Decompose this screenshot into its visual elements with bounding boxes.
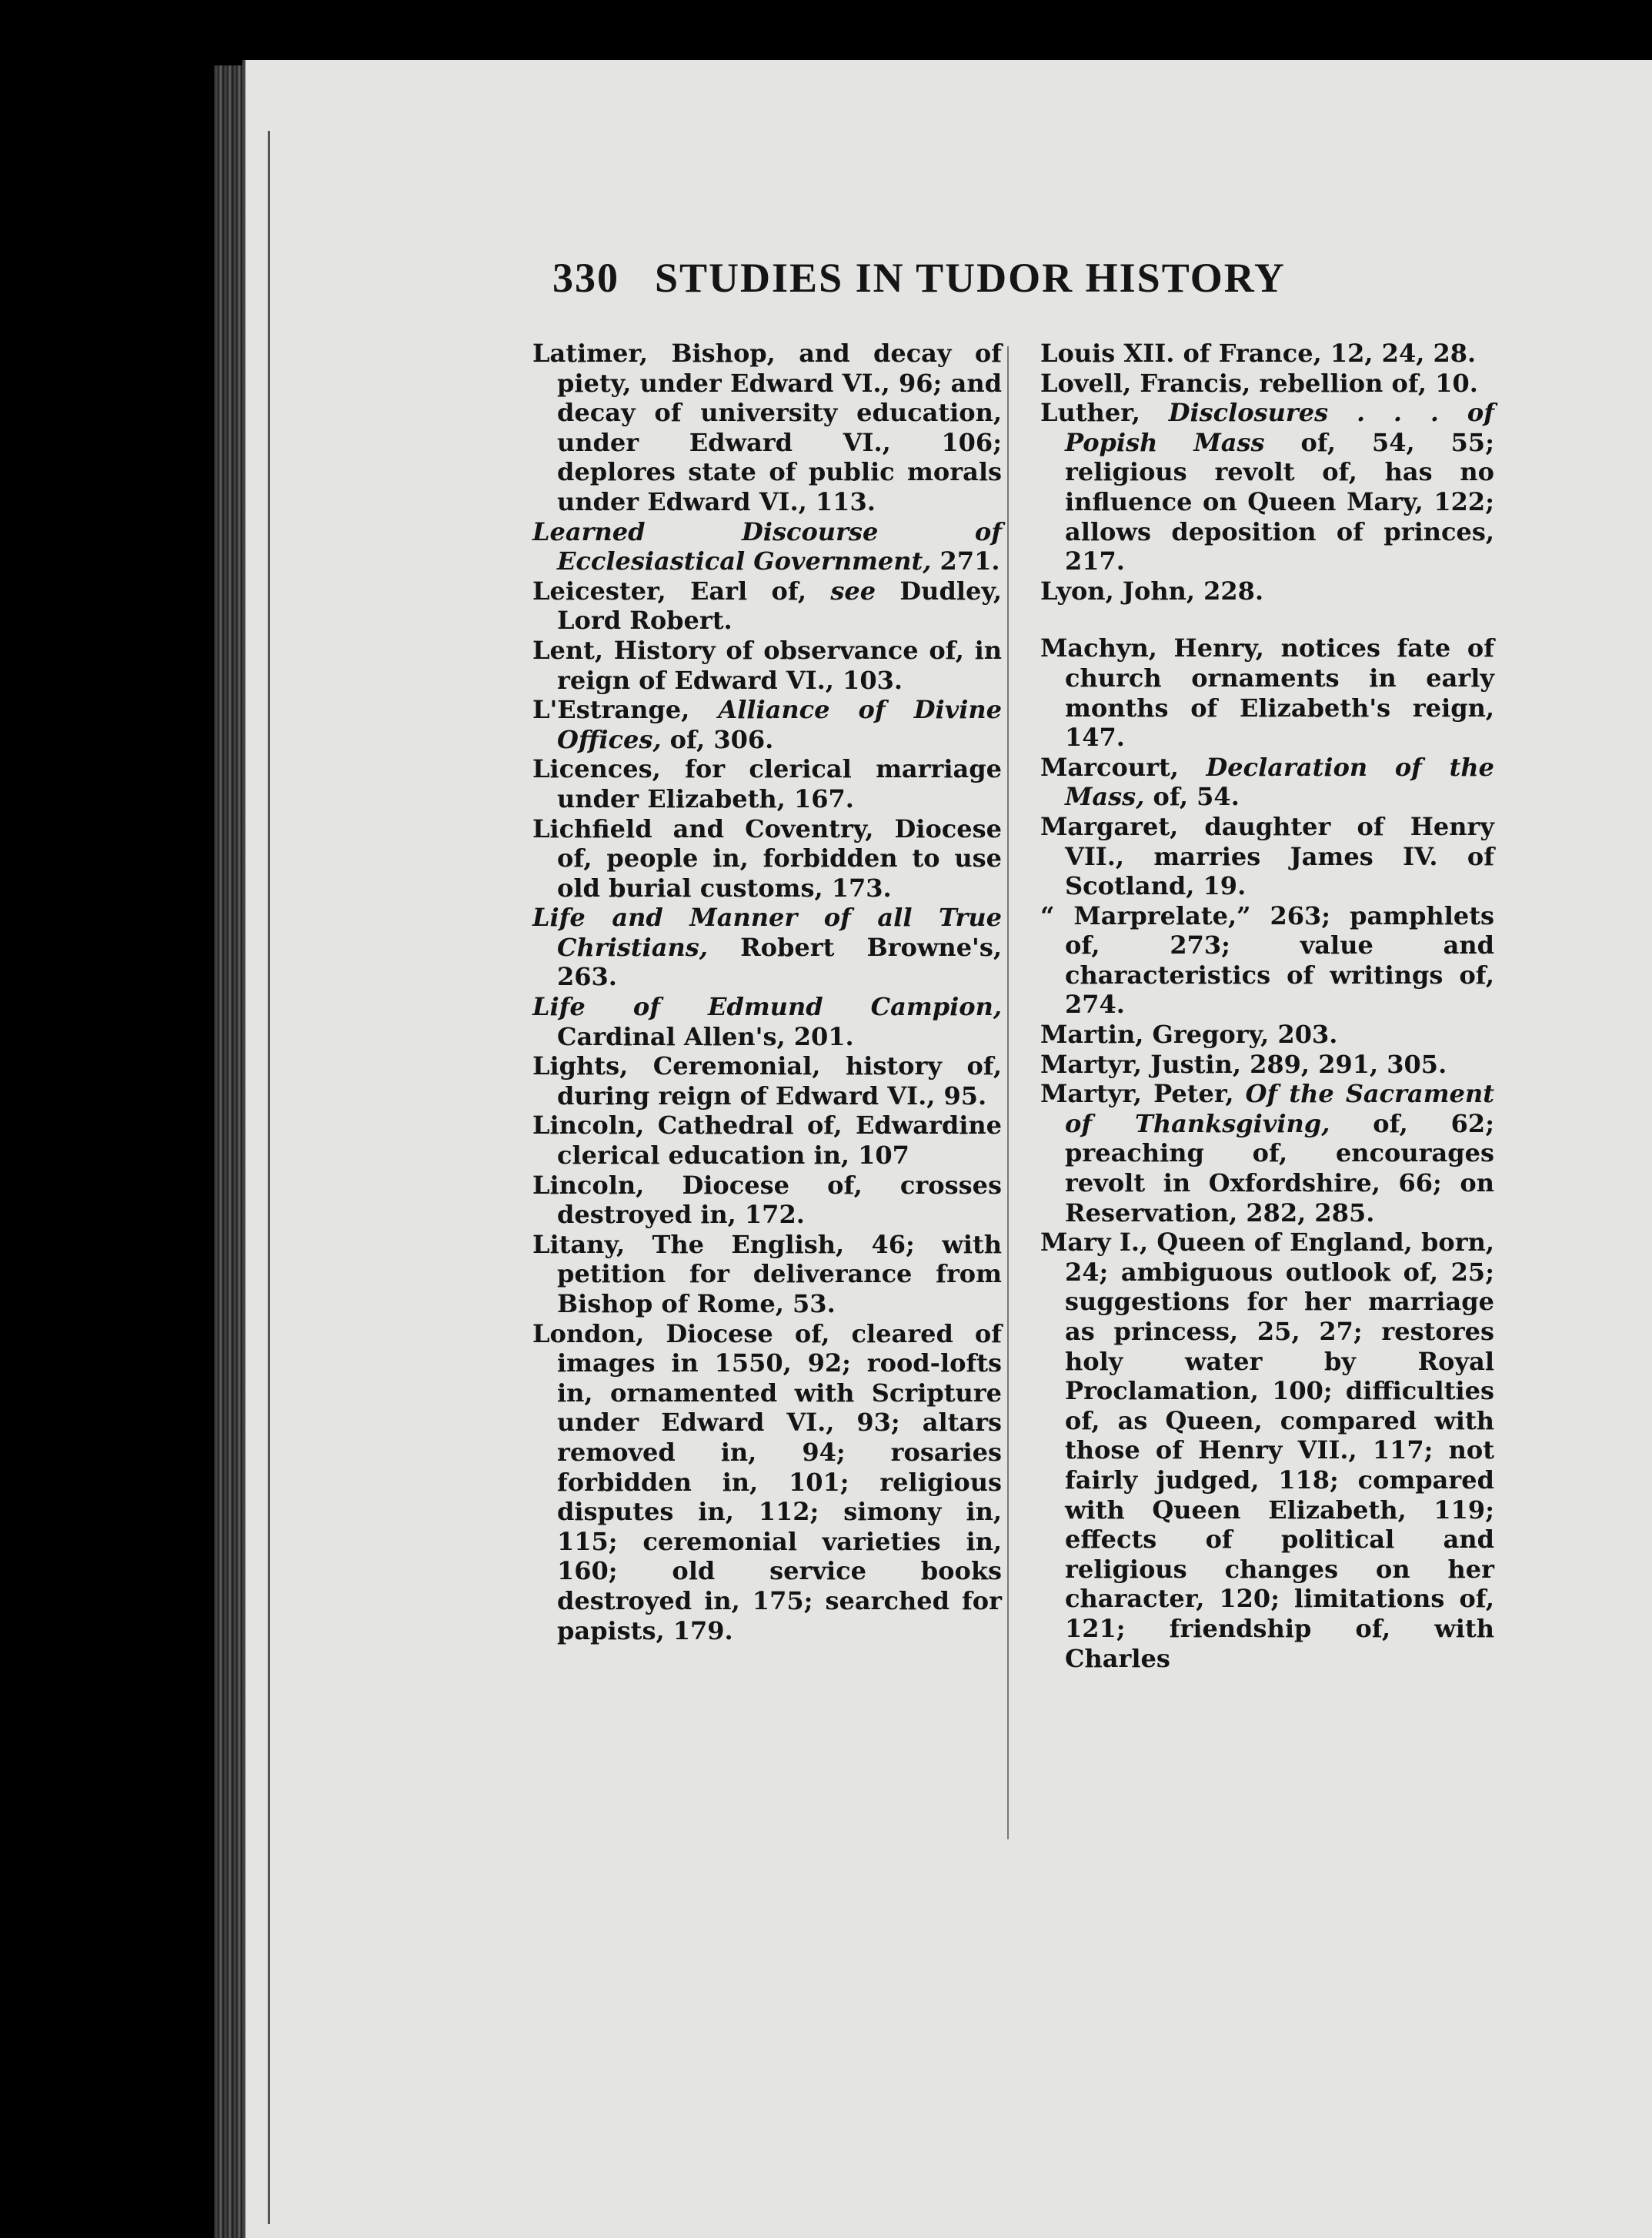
index-entry-text: Litany, The English, 46; with petition for deliverance from Bishop of Rome, 53. bbox=[532, 1229, 1002, 1318]
index-entry bbox=[532, 814, 1002, 904]
index-entry-text: Lent, History of observance of, in reign of Edward VI., 103. bbox=[532, 635, 1002, 695]
index-entry bbox=[532, 1051, 1002, 1111]
index-entry-title: Disclosures . . . of Popish Mass bbox=[1065, 398, 1495, 457]
index-entry bbox=[532, 1319, 1002, 1646]
index-entry-text: of, 306. bbox=[661, 724, 774, 754]
index-entry-text: Luther, bbox=[1040, 398, 1169, 428]
index-entry-text: “ Marprelate,” 263; pamphlets of, 273; value and characteristics of writings of, 274. bbox=[1040, 900, 1494, 1020]
index-entry-text: 271. bbox=[931, 546, 1000, 576]
index-entry-text: Lichfield and Coventry, Diocese of, people in, forbidden to use old burial customs, 173. bbox=[532, 813, 1002, 903]
index-entry-text: Robert Browne's, 263. bbox=[557, 932, 1002, 992]
index-entry-title: Alliance of Divine Offices, bbox=[557, 695, 1003, 754]
index-entry-text: L'Estrange, bbox=[532, 695, 719, 725]
index-entry bbox=[532, 636, 1002, 695]
index-entry-title: Life and Manner of all True Christians, bbox=[532, 903, 1002, 962]
index-entry bbox=[532, 695, 1002, 754]
index-entry bbox=[532, 339, 1002, 517]
index-entry bbox=[532, 576, 1002, 636]
page-number: 330 bbox=[552, 255, 619, 301]
index-entry-text: Licences, for clerical marriage under Elizabeth, 167. bbox=[532, 754, 1002, 813]
index-entry bbox=[1040, 339, 1494, 369]
index-entry bbox=[1040, 576, 1494, 606]
index-entry-text: Marcourt, bbox=[1040, 752, 1206, 782]
index-entry-text: Leicester, Earl of, bbox=[532, 576, 831, 606]
index-entry bbox=[1040, 1228, 1494, 1673]
index-entry bbox=[532, 1230, 1002, 1319]
index-entry-text: Martin, Gregory, 203. bbox=[1040, 1020, 1338, 1050]
index-entry-text: Lyon, John, 228. bbox=[1040, 576, 1264, 606]
page-gutter-rule bbox=[268, 131, 270, 2224]
index-entry bbox=[532, 754, 1002, 813]
index-entry-text: London, Diocese of, cleared of images in 1550, 92; rood-lofts in, ornamented with Scripture under Edward VI., 93; altars removed in, 94; rosaries forbidden in, 101; religious disputes in, 112; simony in, 115; ceremonial varieties in, 160; old service books destroyed in, 175; searched for papists, 179. bbox=[532, 1318, 1002, 1645]
index-entry bbox=[1040, 753, 1494, 812]
index-entry-text: of, 62; preaching of, encourages revolt in Oxfordshire, 66; on Reservation, 282, 285. bbox=[1065, 1108, 1494, 1228]
index-entry bbox=[1040, 901, 1494, 1020]
index-entry-text: Louis XII. of France, 12, 24, 28. bbox=[1040, 339, 1477, 368]
index-entry-title: Life of Edmund Campion, bbox=[532, 992, 1002, 1022]
index-entry-title: Declaration of the Mass, bbox=[1065, 752, 1494, 812]
index-entry bbox=[1040, 1079, 1494, 1228]
index-entry-title: see bbox=[830, 576, 876, 606]
index-entry bbox=[532, 992, 1002, 1051]
index-entry bbox=[532, 517, 1002, 576]
index-entry-text: Lovell, Francis, rebellion of, 10. bbox=[1040, 368, 1478, 398]
index-entry-title: Of the Sacrament of Thanksgiving, bbox=[1065, 1079, 1495, 1138]
index-entry-text: Martyr, Peter, bbox=[1040, 1079, 1246, 1109]
index-entry-text: of, 54, 55; religious revolt of, has no influence on Queen Mary, 122; allows deposition of princes, 217. bbox=[1065, 427, 1495, 576]
running-header bbox=[552, 254, 1353, 323]
index-entry bbox=[1040, 1020, 1494, 1050]
index-entry-text: Martyr, Justin, 289, 291, 305. bbox=[1040, 1049, 1447, 1079]
index-entry-title: Learned Discourse of Ecclesiastical Government, bbox=[532, 516, 1002, 576]
index-entry bbox=[1040, 1050, 1494, 1080]
index-entry-text: Latimer, Bishop, and decay of piety, under Edward VI., 96; and decay of university education, under Edward VI., 106; deplores state of public morals under Edward VI., 113. bbox=[532, 339, 1002, 516]
index-column-right bbox=[1040, 339, 1494, 1673]
index-entry bbox=[532, 1111, 1002, 1170]
index-entry bbox=[1040, 812, 1494, 901]
index-entry bbox=[1040, 398, 1494, 576]
index-entry-text: Dudley, Lord Robert. bbox=[557, 576, 1002, 636]
running-title: STUDIES IN TUDOR HISTORY bbox=[655, 255, 1286, 301]
column-divider bbox=[1007, 346, 1009, 1839]
index-column-left bbox=[532, 339, 1002, 1645]
index-entry-text: Machyn, Henry, notices fate of church ornaments in early months of Elizabeth's reign, 147. bbox=[1040, 633, 1494, 753]
index-entry-text: Cardinal Allen's, 201. bbox=[557, 1021, 854, 1051]
index-entry-text: Lights, Ceremonial, history of, during reign of Edward VI., 95. bbox=[532, 1051, 1002, 1111]
index-entry bbox=[532, 903, 1002, 992]
index-entry bbox=[1040, 369, 1494, 399]
index-entry bbox=[532, 1171, 1002, 1230]
index-entry-text: Mary I., Queen of England, born, 24; ambiguous outlook of, 25; suggestions for her marriage as princess, 25, 27; restores holy water by Royal Proclamation, 100; difficulties of, as Queen, compared with those of Henry VII., 117; not fairly judged, 118; compared with Queen Elizabeth, 119; effects of political and religious changes on her character, 120; limitations of, 121; friendship of, with Charles bbox=[1040, 1228, 1494, 1673]
index-entry-text: Lincoln, Diocese of, crosses destroyed in, 172. bbox=[532, 1170, 1002, 1230]
index-entry-text: Lincoln, Cathedral of, Edwardine clerical education in, 107 bbox=[532, 1111, 1002, 1171]
index-entry bbox=[1040, 633, 1494, 752]
index-entry-text: Margaret, daughter of Henry VII., marries James IV. of Scotland, 19. bbox=[1040, 811, 1494, 901]
index-entry-text: of, 54. bbox=[1144, 782, 1240, 812]
